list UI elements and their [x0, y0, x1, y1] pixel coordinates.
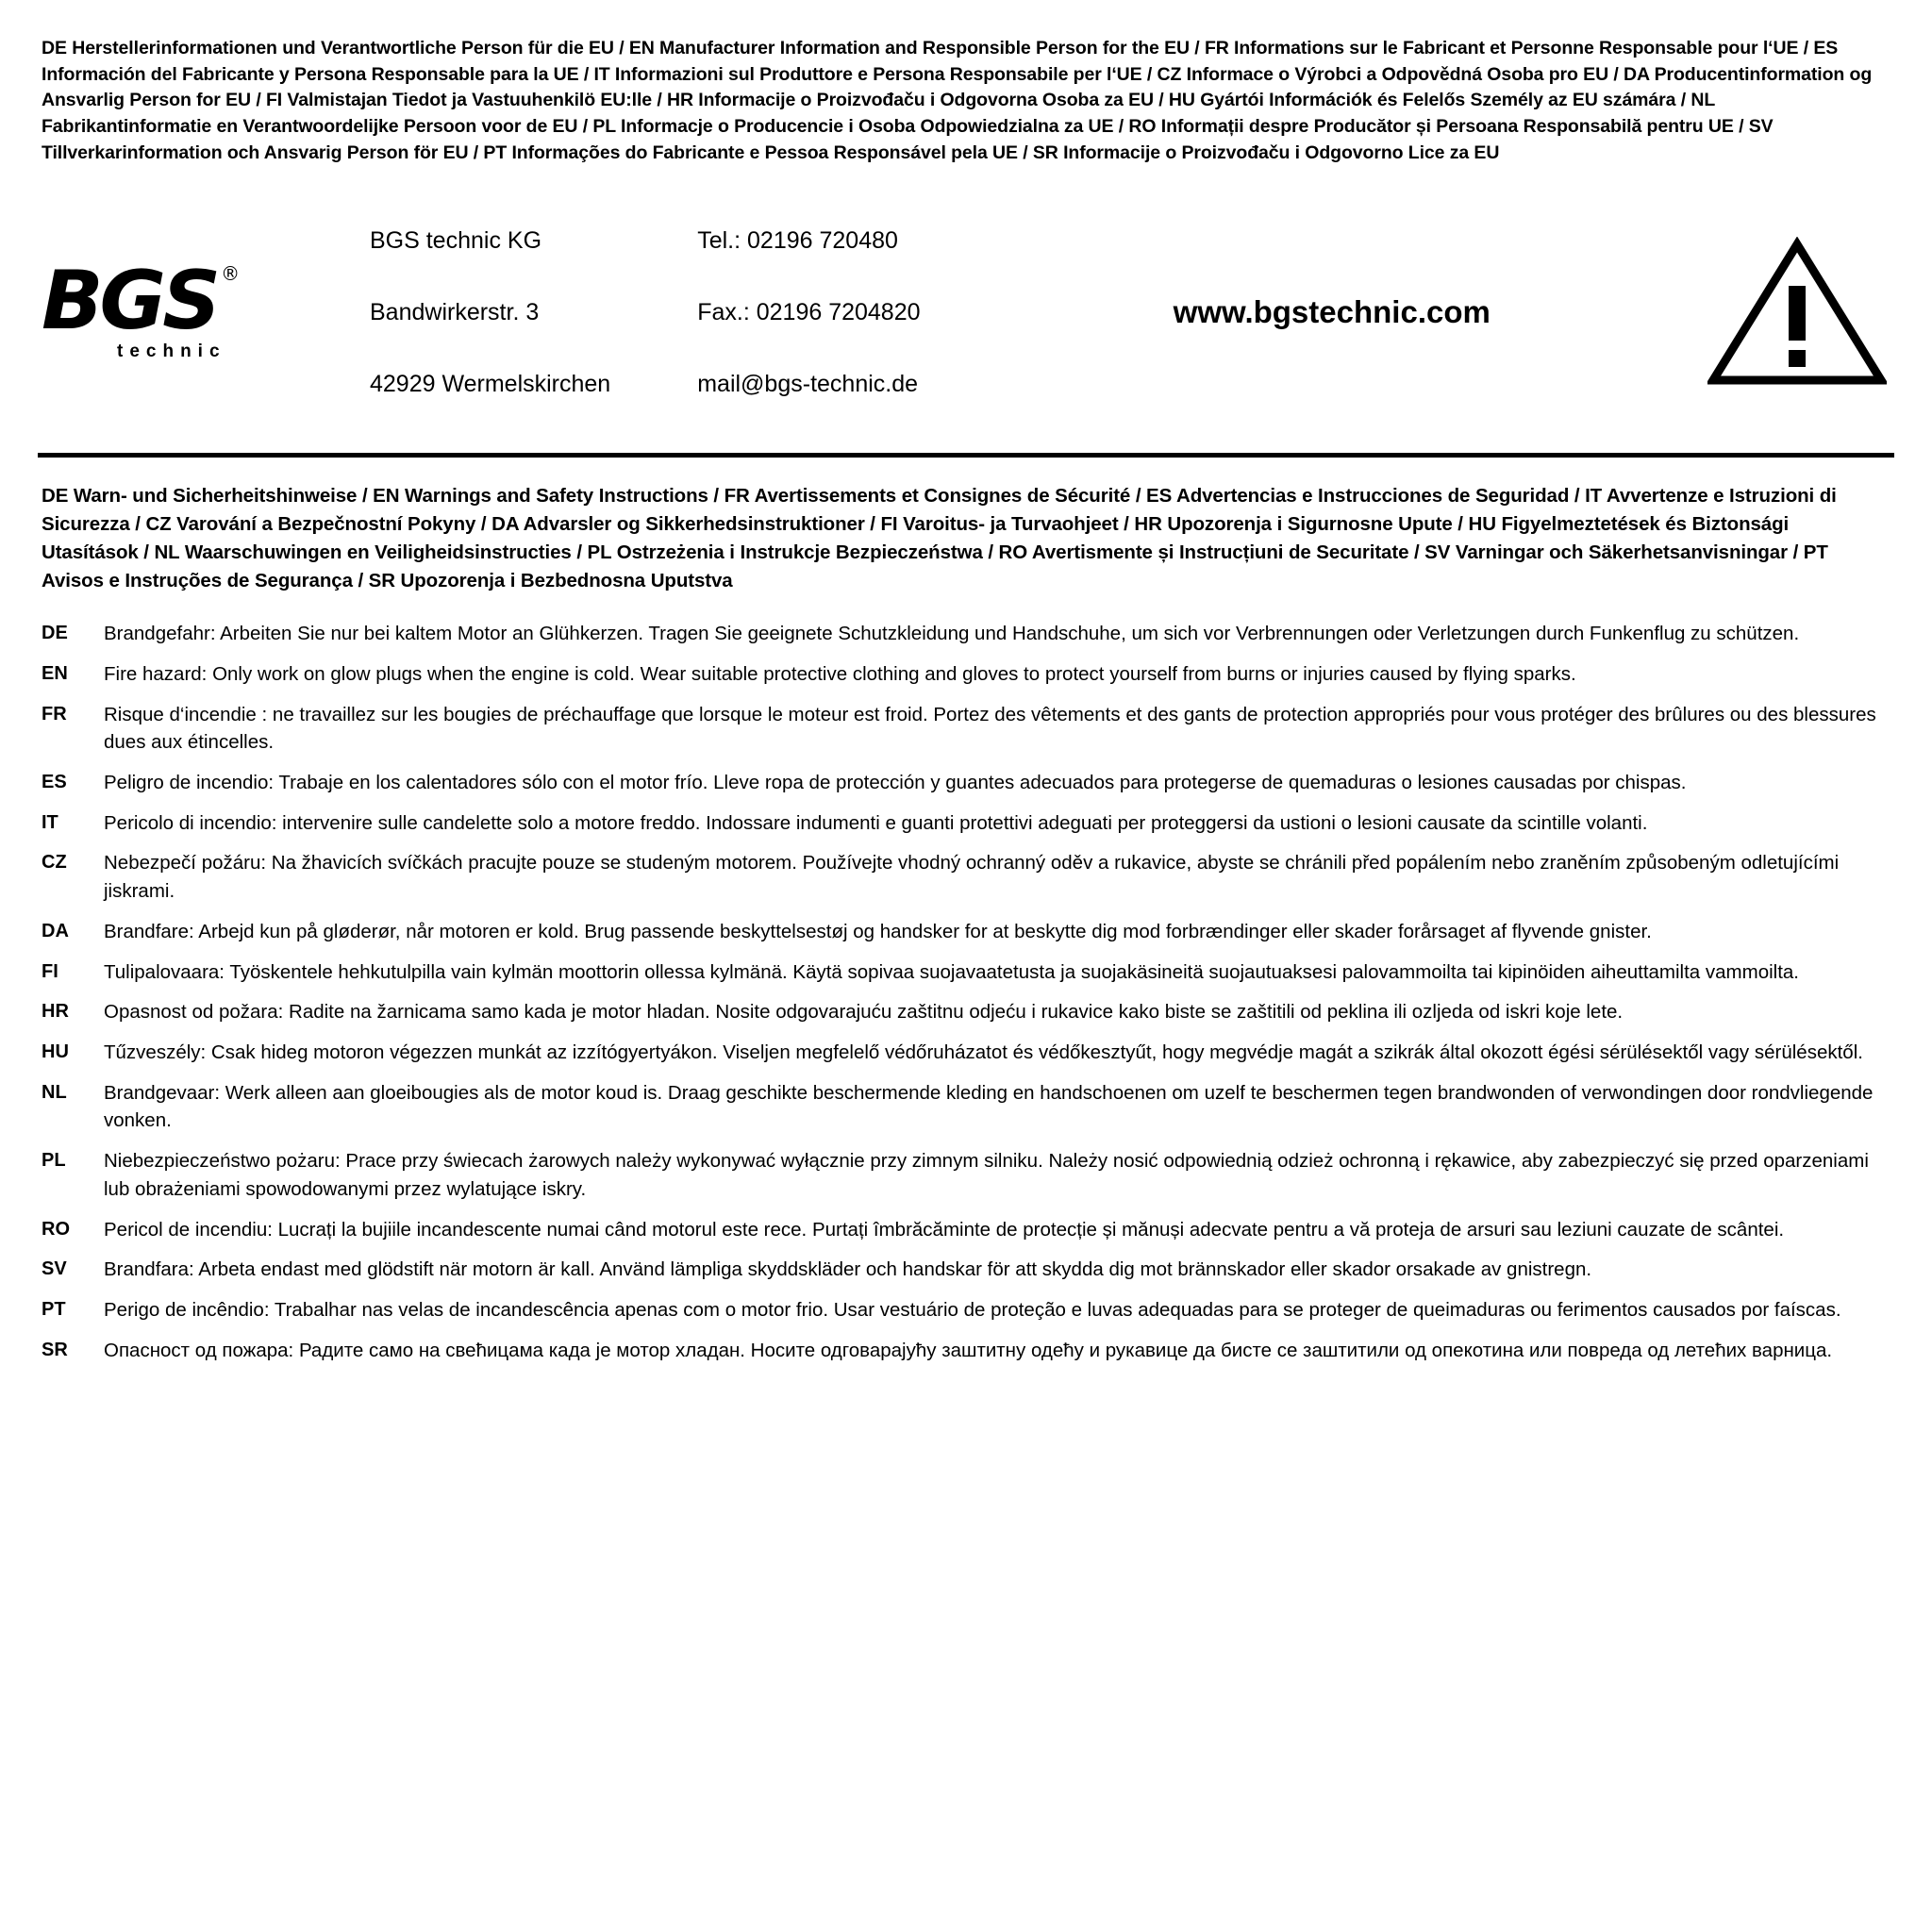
- language-code: PL: [42, 1150, 66, 1172]
- language-code: HR: [42, 1001, 69, 1023]
- language-code: FR: [42, 703, 67, 724]
- warning-text: Nebezpečí požáru: Na žhavicích svíčkách pracujte pouze se studeným motorem. Používejte vhodný ochranný oděv a rukavice, abyste se chránili před popálením nebo zraněním způsobeným odletujícími jiskrami.: [104, 852, 1840, 903]
- language-code: HU: [42, 1041, 69, 1063]
- warning-text: Opasnost od požara: Radite na žarnicama samo kada je motor hladan. Nosite odgovarajuću zaštitnu odjeću i rukavice kako biste se zaštitili od peklina ili ozljeda od iskri koje lete.: [104, 1001, 1624, 1024]
- language-code: DE: [42, 623, 68, 644]
- warning-text: Brandgefahr: Arbeiten Sie nur bei kaltem Motor an Glühkerzen. Tragen Sie geeignete Schutzkleidung und Handschuhe, um sich vor Verbrennungen oder Verletzungen durch Funkenflug zu schützen.: [104, 623, 1800, 645]
- warning-text: Опасност од пожара: Радите само на свећицама када је мотор хладан. Носите одговарајућу заштитну одећу и рукавице да бисте се заштитили од опекотина или повреда од летећих варница.: [104, 1339, 1833, 1361]
- list-item: [42, 769, 1890, 797]
- registered-trademark-icon: ®: [221, 261, 241, 285]
- warning-text: Risque d‘incendie : ne travaillez sur les bougies de préchauffage que lorsque le moteur est froid. Portez des vêtements et des gants de protection appropriés pour vous protéger des brûlures ou des blessures dues aux étincelles.: [104, 703, 1876, 754]
- language-code: ES: [42, 772, 67, 792]
- warnings-list: [38, 620, 1894, 1364]
- list-item: [42, 958, 1890, 987]
- company-website[interactable]: www.bgstechnic.com: [1173, 294, 1491, 330]
- list-item: [42, 849, 1890, 905]
- warning-text: Pericolo di incendio: intervenire sulle candelette solo a motore freddo. Indossare indumenti e guanti protettivi adeguati per proteggersi da ustioni o lesioni causate da scintille volanti.: [104, 811, 1648, 834]
- company-city: 42929 Wermelskirchen: [370, 371, 611, 398]
- warnings-section-heading: DE Warn- und Sicherheitshinweise / EN Warnings and Safety Instructions / FR Avertissements et Consignes de Sécurité / ES Advertencias e Instrucciones de Seguridad / IT Avvertenze e Istruzioni di Sicurezza / CZ Varování a Bezpečnostní Pokyny / DA Advarsler og Sikkerhedsinstruktioner / FI Varoitus- ja Turvaohjeet / HR Upozorenja i Sigurnosne Upute / HU Figyelmeztetések és Biztonsági Utasítások / NL Waarschuwingen en Veiligheidsinstructies / PL Ostrzeżenia i Instrukcje Bezpieczeństwa / RO Avertismente și Instrucțiuni de Securitate / SV Varningar och Säkerhetsanvisningar / PT Avisos e Instruções de Segurança / SR Upozorenja i Bezbednosna Uputstva: [42, 485, 1837, 592]
- logo-subtext: technic: [117, 341, 226, 362]
- list-item: [42, 1039, 1890, 1067]
- language-code: EN: [42, 662, 68, 684]
- language-code: FI: [42, 960, 58, 982]
- list-item: [42, 1216, 1890, 1244]
- warning-text: Brandfara: Arbeta endast med glödstift när motorn är kall. Använd lämpliga skyddskläder och handskar för att skydda dig mot brännskador eller skador orsakade av gnistregn.: [104, 1258, 1592, 1281]
- company-fax: Fax.: 02196 7204820: [697, 299, 921, 326]
- language-code: CZ: [42, 852, 67, 874]
- language-code: PT: [42, 1299, 66, 1321]
- company-contact: [610, 187, 920, 438]
- language-code: RO: [42, 1218, 70, 1240]
- company-street: Bandwirkerstr. 3: [370, 299, 540, 326]
- warning-text: Perigo de incêndio: Trabalhar nas velas de incandescência apenas com o motor frio. Usar vestuário de proteção e luvas adequadas para se proteger de queimaduras ou ferimentos causados por faíscas.: [104, 1299, 1841, 1322]
- list-item: [42, 1079, 1890, 1135]
- logo-text: BGS: [42, 253, 218, 348]
- logo-wordmark: [42, 253, 241, 348]
- warning-text: Niebezpieczeństwo pożaru: Prace przy świecach żarowych należy wykonywać wyłącznie przy zimnym silniku. Należy nosić odpowiednią odzież ochronną i rękawice, aby zabezpieczyć się przed oparzeniami lub obrażeniami spowodowanymi przez wylatujące iskry.: [104, 1150, 1869, 1200]
- warning-text: Pericol de incendiu: Lucrați la bujiile incandescente numai când motorul este rece. Purtați îmbrăcăminte de protecție și mănuși adecvate pentru a vă proteja de arsuri sau leziuni cauzate de scântei.: [104, 1218, 1785, 1241]
- warning-text: Brandfare: Arbejd kun på gløderør, når motoren er kold. Brug passende beskyttelsestøj og handsker for at beskytte dig mod forbrændinger eller skader forårsaget af flyvende gnister.: [104, 920, 1652, 942]
- list-item: [42, 620, 1890, 648]
- company-name: BGS technic KG: [370, 227, 542, 255]
- manufacturer-info-heading: DE Herstellerinformationen und Verantwortliche Person für die EU / EN Manufacturer Information and Responsible Person for the EU / FR Informations sur le Fabricant et Personne Responsable pour l‘UE / ES Información del Fabricante y Persona Responsable para la UE / IT Informazioni sul Produttore e Persona Responsabile per l‘UE / CZ Informace o Výrobci a Odpovědná Osoba pro EU / DA Producentinformation og Ansvarlig Person for EU / FI Valmistajan Tiedot ja Vastuuhenkilö EU:lle / HR Informacije o Proizvođaču i Odgovorna Osoba za EU / HU Gyártói Információk és Felelős Személy az EU számára / NL Fabrikantinformatie en Verantwoordelijke Persoon voor de EU / PL Informacje o Producencie i Osoba Odpowiedzialna za UE / RO Informații despre Producător și Persoana Responsabilă pentru UE / SV Tillverkarinformation och Ansvarig Person för EU / PT Informações do Fabricante e Pessoa Responsável pela UE / SR Informacije o Proizvođaču i Odgovorno Lice za EU: [42, 38, 1873, 163]
- warning-text: Tűzveszély: Csak hideg motoron végezzen munkát az izzítógyertyákon. Viseljen megfelelő védőruházatot és védőkesztyűt, hogy megvédje magát a szikrák által okozott égési sérülésektől vagy sérülésektől.: [104, 1041, 1863, 1064]
- warning-text: Tulipalovaara: Työskentele hehkutulpilla vain kylmän moottorin ollessa kylmänä. Käytä sopivaa suojavaatetusta ja suojakäsineitä suojautuaksesi palovammoilta tai kipinöiden aiheuttamilta vammoilta.: [104, 960, 1800, 983]
- company-info-band: [38, 187, 1894, 458]
- company-telephone: Tel.: 02196 720480: [697, 227, 898, 255]
- warning-text: Fire hazard: Only work on glow plugs when the engine is cold. Wear suitable protective clothing and gloves to protect yourself from burns or injuries caused by flying sparks.: [104, 662, 1576, 685]
- language-code: SV: [42, 1258, 67, 1280]
- language-code: NL: [42, 1081, 67, 1103]
- list-item: [42, 1337, 1890, 1365]
- list-item: [42, 998, 1890, 1026]
- list-item: [42, 809, 1890, 838]
- list-item: [42, 1256, 1890, 1284]
- bgs-logo: [38, 253, 349, 363]
- company-email[interactable]: mail@bgs-technic.de: [697, 371, 919, 398]
- language-code: DA: [42, 920, 69, 941]
- language-code: SR: [42, 1339, 68, 1360]
- list-item: [42, 660, 1890, 689]
- warning-text: Brandgevaar: Werk alleen aan gloeibougies als de motor koud is. Draag geschikte beschermende kleding en handschoenen om uzelf te beschermen tegen brandwonden of verwondingen door rondvliegende vonken.: [104, 1081, 1874, 1132]
- language-code: IT: [42, 811, 58, 833]
- list-item: [42, 1147, 1890, 1203]
- list-item: [42, 1296, 1890, 1324]
- list-item: [42, 701, 1890, 757]
- warning-text: Peligro de incendio: Trabaje en los calentadores sólo con el motor frío. Lleve ropa de protección y guantes adecuados para protegerse de quemaduras o lesiones causadas por chispas.: [104, 772, 1687, 793]
- warning-triangle-icon: [1706, 237, 1894, 388]
- company-address: [349, 187, 610, 438]
- list-item: [42, 918, 1890, 946]
